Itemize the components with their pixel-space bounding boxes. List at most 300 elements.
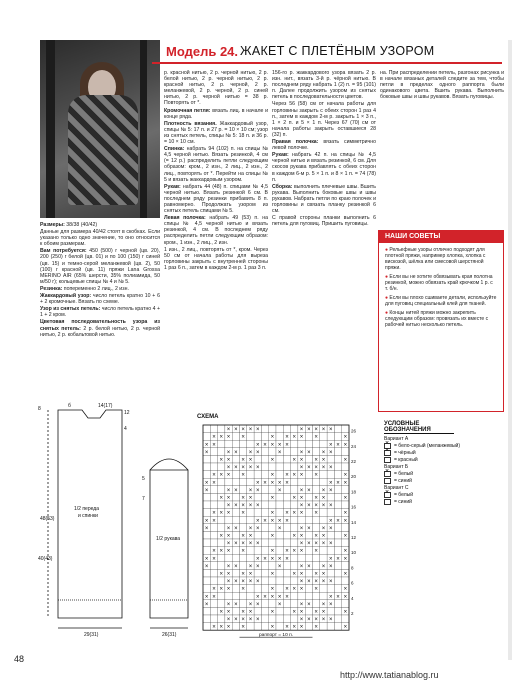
chart-cell — [342, 448, 349, 456]
chart-cell — [203, 501, 210, 509]
header-rule — [152, 62, 502, 64]
cross-mark: × — [212, 624, 216, 631]
cross-mark: × — [234, 601, 238, 608]
chart-cell — [261, 539, 268, 547]
cross-mark: × — [314, 457, 318, 464]
cross-mark: × — [292, 624, 297, 631]
cross-mark: × — [285, 548, 289, 555]
cross-mark: × — [212, 434, 216, 441]
cross-mark: × — [277, 518, 282, 525]
cross-mark: × — [270, 472, 275, 479]
chart-cell — [261, 577, 268, 585]
chart-cell — [276, 509, 283, 517]
chart-cell — [276, 471, 283, 479]
chart-cell — [327, 471, 334, 479]
cross-mark: × — [226, 465, 231, 472]
chart-cell — [261, 463, 268, 471]
knitting-chart — [197, 414, 372, 662]
paragraph-text: набрать 49 (53) п. на спицы № 4,5 черной нитью и вязать резинкой, 4 см. В последнем ряду распределить петли следующим образом: кром., 1 изн., 2 лиц., 2 изн. — [164, 215, 268, 246]
cross-mark: × — [321, 541, 326, 548]
chart-cell — [342, 524, 349, 532]
chart-cell — [218, 600, 225, 608]
cross-mark: × — [204, 449, 209, 456]
paragraph-heading: Кромочная петля: — [164, 107, 211, 114]
cross-mark: × — [226, 624, 231, 631]
cross-mark: × — [299, 465, 304, 472]
chart-cell — [247, 585, 254, 593]
chart-cell — [283, 539, 290, 547]
cross-mark: × — [314, 548, 318, 555]
chart-cell — [218, 516, 225, 524]
chart-cell — [240, 592, 247, 600]
chart-cell — [203, 623, 210, 631]
cross-mark: × — [321, 457, 326, 464]
cross-mark: × — [292, 571, 297, 578]
cross-mark: × — [248, 563, 253, 570]
chart-cell — [283, 569, 290, 577]
chart-cell — [283, 425, 290, 433]
legend-label: Вариант С — [384, 485, 409, 491]
row-number: 18 — [351, 489, 357, 495]
cross-mark: × — [248, 503, 253, 510]
chart-cell — [283, 600, 290, 608]
cross-mark: × — [299, 601, 304, 608]
sleeve-cap — [150, 459, 188, 470]
cross-mark: × — [204, 563, 209, 570]
chart-cell — [247, 509, 254, 517]
chart-cell — [342, 425, 349, 433]
chart-cell — [291, 592, 298, 600]
legend-swatch — [384, 478, 391, 484]
chart-cell — [327, 455, 334, 463]
chart-cell — [276, 501, 283, 509]
chart-cell — [254, 509, 261, 517]
cross-mark: × — [328, 594, 333, 601]
chart-cell — [240, 562, 247, 570]
chart-cell — [261, 623, 268, 631]
cross-mark: × — [292, 533, 297, 540]
cross-mark: × — [234, 525, 238, 532]
paragraph-heading: Узор из снятых петель: — [40, 306, 101, 313]
cross-mark: × — [314, 579, 318, 586]
cross-mark: × — [248, 457, 253, 464]
chart-cell — [327, 493, 334, 501]
cross-mark: × — [314, 465, 318, 472]
cross-mark: × — [285, 480, 289, 487]
text-column-3 — [272, 70, 376, 228]
chart-cell — [305, 554, 312, 562]
cross-mark: × — [307, 579, 311, 586]
cross-mark: × — [314, 617, 318, 624]
chart-cell — [342, 577, 349, 585]
chart-cell — [276, 531, 283, 539]
chart-cell — [283, 501, 290, 509]
cross-mark: × — [234, 579, 238, 586]
diagram-label: 1/2 рукава — [156, 536, 181, 542]
cross-mark: × — [226, 525, 231, 532]
cross-mark: × — [285, 472, 289, 479]
cross-mark: × — [248, 571, 253, 578]
cross-mark: × — [336, 480, 340, 487]
cross-mark: × — [277, 563, 282, 570]
legend-row — [384, 450, 504, 456]
chart-cell — [298, 592, 305, 600]
cross-mark: × — [270, 518, 275, 525]
paragraph — [272, 139, 376, 151]
paragraph-text: Жаккардовый узор, спицы № 5: 17 п. и 27 р. = 10 × 10 см; узор из снятых петель, спицы № 5: 18 п. и 36 р. = 10 × 10 см. — [164, 120, 268, 146]
cross-mark: × — [255, 449, 260, 456]
cross-mark: × — [248, 495, 253, 502]
diagram-label: 4 — [124, 426, 127, 432]
chart-cell — [305, 607, 312, 615]
cross-mark: × — [204, 525, 209, 532]
diagram-label: 40(43) — [38, 556, 53, 562]
cross-mark: × — [321, 563, 326, 570]
cross-mark: × — [343, 609, 348, 616]
chart-cell — [247, 440, 254, 448]
cross-mark: × — [343, 457, 348, 464]
cross-mark: × — [270, 609, 275, 616]
legend-label: = бело-серый (меланжевый) — [394, 443, 460, 449]
cross-mark: × — [219, 434, 224, 441]
chart-cell — [210, 455, 217, 463]
chart-cell — [269, 562, 276, 570]
diagram-label: 48(53) — [40, 516, 55, 522]
paragraph — [164, 184, 268, 214]
chart-cell — [334, 607, 341, 615]
cross-mark: × — [299, 427, 304, 434]
cross-mark: × — [255, 518, 260, 525]
chart-cell — [240, 554, 247, 562]
chart-cell — [291, 554, 298, 562]
cross-mark: × — [226, 503, 231, 510]
model-photo — [40, 40, 160, 218]
paragraph — [40, 293, 160, 305]
chart-cell — [291, 600, 298, 608]
cross-mark: × — [226, 609, 231, 616]
chart-cell — [291, 524, 298, 532]
cross-mark: × — [212, 594, 216, 601]
chart-cell — [261, 501, 268, 509]
cross-mark: × — [314, 586, 318, 593]
cross-mark: × — [299, 617, 304, 624]
cross-mark: × — [226, 495, 231, 502]
chart-cell — [283, 615, 290, 623]
chart-cell — [240, 448, 247, 456]
cross-mark: × — [241, 541, 245, 548]
cross-mark: × — [277, 442, 282, 449]
advice-text: Рельефные узоры отлично подходят для плотной пряжи, например хлопка, хлопка с вискозой, шёлка или смесовой шерстяной пряжи. — [385, 247, 486, 271]
diagram-label: б — [68, 403, 71, 409]
paragraph-heading: Плотность вязания. — [164, 120, 217, 127]
chart-cell — [261, 455, 268, 463]
paragraph-text: число петель кратно 10 + 6 + 2 кромочные. Вязать по схеме. — [40, 293, 160, 306]
chart-cell — [320, 592, 327, 600]
legend-label: = красный — [394, 457, 418, 463]
tree-trunk — [140, 40, 147, 218]
chart-cell — [320, 554, 327, 562]
chart-cell — [240, 524, 247, 532]
chart-cell — [247, 554, 254, 562]
cross-mark: × — [234, 465, 238, 472]
cross-mark: × — [241, 617, 245, 624]
chart-cell — [261, 471, 268, 479]
paragraph-heading: Цветовая последовательность узора из снятых петель: — [40, 319, 160, 332]
cross-mark: × — [270, 548, 275, 555]
cross-mark: × — [212, 556, 216, 563]
paragraph — [272, 101, 376, 138]
cross-mark: × — [343, 586, 348, 593]
advice-item — [385, 274, 497, 292]
paragraph-text: С правой стороны планки выполнить 6 петель для пуговиц. Пришить пуговицы. — [272, 215, 376, 228]
chart-cell — [218, 539, 225, 547]
chart-cell — [269, 524, 276, 532]
row-number: 10 — [351, 550, 357, 556]
advice-item — [385, 247, 497, 271]
legend-row — [384, 499, 504, 505]
legend-swatch — [384, 471, 391, 477]
cross-mark: × — [336, 556, 340, 563]
chart-cell — [342, 501, 349, 509]
chart-cell — [276, 585, 283, 593]
sleeve-outline — [150, 470, 188, 618]
chart-cell — [232, 607, 239, 615]
row-number: 24 — [351, 443, 357, 449]
cross-mark: × — [343, 548, 348, 555]
advice-text: Если вы не хотите обвязывать края полотна резинкой, можно обвязать край крючком 1 р. с т. б/н. — [385, 274, 493, 292]
legend-swatch — [384, 450, 391, 456]
cross-mark: × — [299, 457, 304, 464]
cross-mark: × — [299, 609, 304, 616]
chart-cell — [232, 585, 239, 593]
chart-cell — [218, 615, 225, 623]
cross-mark: × — [204, 442, 209, 449]
chart-cell — [276, 615, 283, 623]
cross-mark: × — [219, 533, 224, 540]
rapport-label: раппорт = 10 п. — [258, 633, 294, 639]
cross-mark: × — [212, 518, 216, 525]
cross-mark: × — [328, 487, 333, 494]
cross-mark: × — [321, 503, 326, 510]
chart-cell — [334, 524, 341, 532]
bullet-icon: ● — [385, 295, 390, 301]
legend-row — [384, 443, 504, 449]
text-column-1 — [40, 222, 160, 339]
legend-swatch — [384, 499, 391, 505]
cross-mark: × — [314, 503, 318, 510]
chart-cell — [261, 493, 268, 501]
chart-cell — [334, 623, 341, 631]
chart-cell — [283, 455, 290, 463]
chart-cell — [291, 463, 298, 471]
cross-mark: × — [292, 586, 297, 593]
cross-mark: × — [321, 571, 326, 578]
chart-cell — [254, 471, 261, 479]
cross-mark: × — [321, 495, 326, 502]
cross-mark: × — [270, 457, 275, 464]
chart-title: СХЕМА — [197, 414, 219, 420]
cross-mark: × — [277, 556, 282, 563]
cross-mark: × — [255, 487, 260, 494]
cross-mark: × — [226, 472, 231, 479]
cross-mark: × — [321, 601, 326, 608]
legend-row — [384, 436, 504, 442]
chart-cell — [305, 531, 312, 539]
paragraph-text: Через 56 (58) см от начала работы для горловины закрыть с обеих сторон 1 раз 4 п., затем в каждом 2-м р. закрыть 1 × 3 п., 1 × 2 п. и 5 × 1 п. Через 67 (70) см от начала работы закрыть оставшиеся 28 (32) п. — [272, 101, 376, 138]
chart-cell — [334, 509, 341, 517]
chart-cell — [203, 425, 210, 433]
cross-mark: × — [299, 495, 304, 502]
chart-cell — [203, 607, 210, 615]
chart-cell — [254, 455, 261, 463]
cross-mark: × — [212, 548, 216, 555]
chart-cell — [342, 600, 349, 608]
cross-mark: × — [248, 609, 253, 616]
chart-cell — [298, 478, 305, 486]
cross-mark: × — [328, 541, 333, 548]
chart-cell — [334, 455, 341, 463]
advice-title: НАШИ СОВЕТЫ — [379, 231, 503, 243]
cross-mark: × — [219, 586, 224, 593]
cross-mark: × — [277, 525, 282, 532]
chart-cell — [254, 569, 261, 577]
chart-cell — [305, 516, 312, 524]
row-number: 6 — [351, 580, 354, 586]
chart-cell — [276, 455, 283, 463]
cross-mark: × — [299, 571, 304, 578]
cross-mark: × — [234, 563, 238, 570]
chart-cell — [291, 440, 298, 448]
paragraph-text: набрать 42 п. на спицы № 4,5 черной нитью и вязать резинкой, 6 см. Для скосов рукава прибавлять с обеих сторон в каждом 6-м р. 5 × 1 п. и 8 × 1 п. = 74 (78) п. — [272, 152, 376, 183]
cross-mark: × — [241, 434, 245, 441]
cross-mark: × — [234, 449, 238, 456]
chart-cell — [218, 425, 225, 433]
cross-mark: × — [307, 427, 311, 434]
cross-mark: × — [270, 442, 275, 449]
cross-mark: × — [241, 571, 245, 578]
cross-mark: × — [226, 533, 231, 540]
chart-cell — [313, 600, 320, 608]
cross-mark: × — [234, 427, 238, 434]
source-url[interactable]: http://www.tatianablog.ru — [340, 670, 439, 680]
cross-mark: × — [270, 556, 275, 563]
cross-mark: × — [299, 586, 304, 593]
chart-cell — [327, 623, 334, 631]
cross-mark: × — [299, 541, 304, 548]
chart-cell — [254, 531, 261, 539]
text-column-4 — [380, 70, 504, 101]
chart-cell — [334, 600, 341, 608]
chart-cell — [342, 615, 349, 623]
paragraph-heading: Левая полочка: — [164, 215, 206, 222]
legend-label: = белый — [394, 492, 414, 498]
pattern-diagram — [38, 400, 196, 650]
chart-cell — [276, 577, 283, 585]
chart-cell — [232, 493, 239, 501]
cross-mark: × — [328, 556, 333, 563]
legend-title: УСЛОВНЫЕ ОБОЗНАЧЕНИЯ — [384, 421, 454, 434]
cross-mark: × — [277, 601, 282, 608]
chart-cell — [232, 455, 239, 463]
chart-cell — [291, 577, 298, 585]
chart-cell — [232, 516, 239, 524]
cross-mark: × — [292, 434, 297, 441]
chart-cell — [225, 592, 232, 600]
cross-mark: × — [212, 480, 216, 487]
chart-cell — [203, 433, 210, 441]
cross-mark: × — [263, 518, 267, 525]
cross-mark: × — [204, 556, 209, 563]
row-number: 26 — [351, 428, 357, 434]
cross-mark: × — [343, 571, 348, 578]
chart-cell — [218, 478, 225, 486]
chart-cell — [327, 547, 334, 555]
paragraph-text: вязать симметрично левой полочке. — [272, 139, 376, 152]
cross-mark: × — [263, 442, 267, 449]
diagram-label: 29(31) — [84, 632, 99, 638]
chart-cell — [261, 607, 268, 615]
chart-cell — [334, 531, 341, 539]
chart-cell — [305, 547, 312, 555]
chart-cell — [327, 531, 334, 539]
cross-mark: × — [299, 503, 304, 510]
cross-mark: × — [226, 510, 231, 517]
paragraph-text: выполнить плечевые швы. Вшить рукава. Выполнить боковые швы и швы рукавов. Набрать петли по краю полочек и горловины и связать планку резинкой 6 см. — [272, 183, 376, 215]
legend-label: = синий — [394, 478, 412, 484]
row-number: 12 — [351, 535, 357, 540]
cross-mark: × — [292, 609, 297, 616]
cross-mark: × — [248, 449, 253, 456]
cross-mark: × — [226, 427, 231, 434]
chart-cell — [247, 592, 254, 600]
chart-cell — [247, 471, 254, 479]
legend-row — [384, 457, 504, 463]
legend-swatch — [384, 492, 391, 498]
chart-cell — [305, 592, 312, 600]
cross-mark: × — [248, 533, 253, 540]
cross-mark: × — [299, 510, 304, 517]
chart-cell — [261, 425, 268, 433]
cross-mark: × — [321, 617, 326, 624]
cross-mark: × — [292, 548, 297, 555]
row-number: 22 — [351, 459, 357, 464]
row-number: 8 — [351, 565, 354, 571]
cross-mark: × — [263, 556, 267, 563]
legend-row — [384, 492, 504, 498]
chart-cell — [210, 448, 217, 456]
cross-mark: × — [204, 594, 209, 601]
cross-mark: × — [212, 586, 216, 593]
cross-mark: × — [226, 579, 231, 586]
chart-cell — [291, 448, 298, 456]
chart-cell — [203, 493, 210, 501]
chart-cell — [210, 425, 217, 433]
chart-cell — [232, 623, 239, 631]
chart-cell — [261, 585, 268, 593]
cross-mark: × — [226, 571, 231, 578]
chart-cell — [232, 509, 239, 517]
paragraph — [164, 70, 268, 107]
cross-mark: × — [321, 487, 326, 494]
diagram-label: 14(17) — [98, 403, 113, 409]
cross-mark: × — [328, 449, 333, 456]
cross-mark: × — [263, 480, 267, 487]
cross-mark: × — [255, 579, 260, 586]
paragraph-text: 450 (500) г черной (цв. 20), 200 (250) г белой (цв. 01) и по 100 (150) г синей (цв. 15) и темно-серой меланжевой (цв. 2), 50 (100) г красной (цв. 11) пряжи Lana Grossa MERINO AIR (65% шерсти, 35% полиамида, 50 м/50 г); кольцевые спицы № 4 и № 5. — [40, 248, 160, 285]
chart-cell — [240, 478, 247, 486]
chart-cell — [291, 501, 298, 509]
chart-cell — [261, 615, 268, 623]
